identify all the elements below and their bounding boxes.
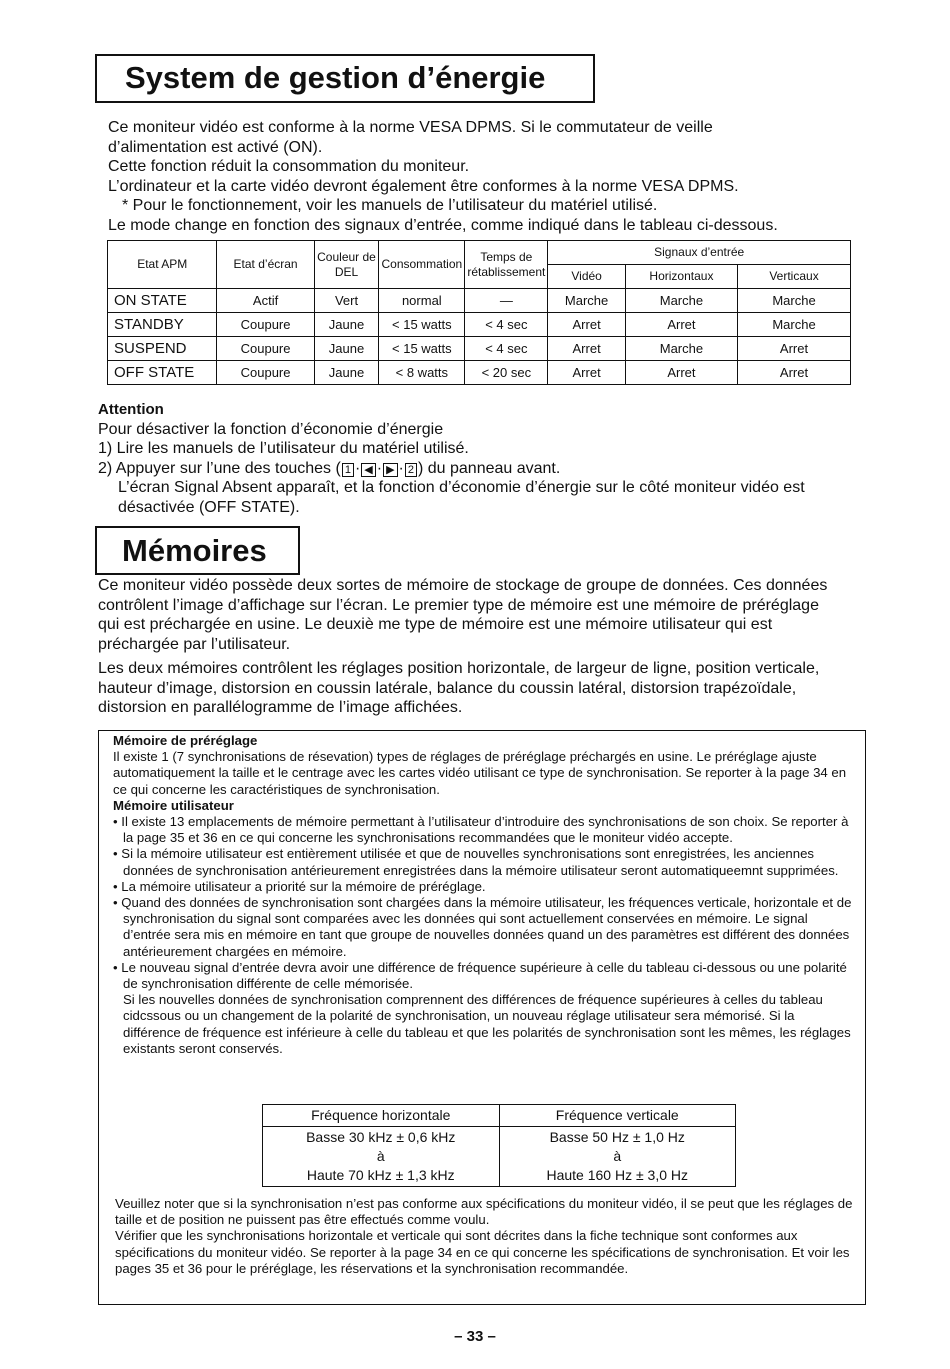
note: Veuillez noter que si la synchronisation n’est pas conforme aux spécifications du moniteur vidéo, il se peut que les réglages de taille et de position ne puissent pas être effectués comme voulu. (115, 1196, 853, 1228)
key-left-icon: ◀ (361, 463, 375, 477)
cell: Coupure (217, 313, 314, 337)
cell: < 8 watts (379, 361, 465, 385)
cell: Coupure (217, 361, 314, 385)
freq-v-range (499, 1127, 736, 1187)
cell: normal (379, 289, 465, 313)
intro-line: L’ordinateur et la carte vidéo devront également être conformes à la norme VESA DPMS. (108, 177, 739, 195)
header-temps (465, 241, 548, 289)
list-item: • Le nouveau signal d’entrée devra avoir une différence de fréquence supérieure à celle du tableau ci-dessous ou une polarité de synchronisation différente de celle mémorisée. (113, 959, 847, 992)
header-temps-line1: Temps de (480, 249, 533, 264)
freq-a: à (376, 1148, 385, 1164)
key-1-icon: 1 (342, 463, 354, 477)
cell: < 15 watts (379, 313, 465, 337)
cell: — (465, 289, 548, 313)
section-title-energy: System de gestion d’énergie (95, 54, 595, 103)
cell: Arret (738, 361, 851, 385)
cell: Marche (548, 289, 625, 313)
header-video: Vidéo (548, 265, 625, 289)
intro-line: d’alimentation est activé (ON). (108, 138, 323, 156)
user-heading: Mémoire utilisateur (113, 797, 234, 813)
cell: < 4 sec (465, 337, 548, 361)
page-number: – 33 – (454, 1328, 496, 1345)
cell-state: ON STATE (108, 289, 217, 313)
cell: Marche (625, 337, 737, 361)
memoires-intro (98, 576, 828, 723)
apm-table (107, 240, 851, 385)
cell: Jaune (314, 361, 379, 385)
cell: Coupure (217, 337, 314, 361)
freq-v-high: Haute 160 Hz ± 3,0 Hz (546, 1167, 689, 1183)
attention-line: Pour désactiver la fonction d’économie d’énergie (98, 420, 444, 438)
attention-line: L’écran Signal Absent apparaît, et la fonction d’économie d’énergie sur le côté moniteur vidéo est désactivée (OFF STATE). (118, 479, 805, 516)
freq-h-header: Fréquence horizontale (263, 1105, 500, 1127)
cell: Arret (548, 337, 625, 361)
header-horizontaux: Horizontaux (625, 265, 737, 289)
header-etat-ecran: Etat d’écran (217, 241, 314, 289)
table-row (108, 361, 851, 385)
cell: Arret (738, 337, 851, 361)
cell-state: SUSPEND (108, 337, 217, 361)
header-consommation: Consommation (379, 241, 465, 289)
header-couleur-del-line2: DEL (334, 264, 359, 279)
key-2-icon: 2 (405, 463, 417, 477)
attention-heading: Attention (98, 401, 164, 418)
cell: Actif (217, 289, 314, 313)
cell: < 20 sec (465, 361, 548, 385)
attention-line-text: ) du panneau avant. (417, 459, 561, 477)
section-title-memoires: Mémoires (95, 526, 300, 575)
table-row (108, 289, 851, 313)
cell: Vert (314, 289, 379, 313)
cell: Marche (625, 289, 737, 313)
cell: Arret (548, 361, 625, 385)
bullet-continuation: Si les nouvelles données de synchronisation comprennent des différences de fréquence supérieures à celles du tableau cidcssous ou un changement de la polarité de synchronisation, un nouveau réglage utilisateur sera mémorisé. Si la différence de fréquence est inférieure à celle du tableau et que les polarités de synchronisation sont les mêmes, les réglages existants seront conservés. (123, 992, 851, 1056)
energy-intro (108, 118, 868, 216)
table-row (108, 337, 851, 361)
list-item: • Il existe 13 emplacements de mémoire permettant à l’utilisateur d’introduire des synchronisations de son choix. Se reporter à la page 35 et 36 en ce qui concerne les synchronisations recommandées que le moniteur vidéo accepte. (113, 814, 849, 846)
note: Vérifier que les synchronisations horizontale et verticale qui sont décrites dans la fiche technique sont conformes aux spécifications du moniteur vidéo. Se reporter à la page 34 en ce qui concerne les spécifications de synchronisation. Et voir les pages 35 et 36 pour le préréglage, les réservations et la synchronisation recommandée. (115, 1228, 850, 1276)
preset-text: Il existe 1 (7 synchronisations de résevation) types de réglages de préréglage préchargés en usine. Le préréglage ajuste automatiquement la taille et le centrage avec les cartes vidéo utilisant ce type de synchronisation. Se reporter à la page 34 en ce qui concerne les caractéristiques de synchronisation. (113, 749, 847, 797)
cell: Jaune (314, 313, 379, 337)
list-item: • La mémoire utilisateur a priorité sur la mémoire de préréglage. (113, 878, 486, 894)
intro-line: Cette fonction réduit la consommation du moniteur. (108, 158, 470, 175)
header-verticaux: Verticaux (738, 265, 851, 289)
preset-heading: Mémoire de préréglage (113, 733, 258, 748)
freq-v-low: Basse 50 Hz ± 1,0 Hz (549, 1129, 685, 1145)
cell: Marche (738, 289, 851, 313)
header-etat-apm: Etat APM (108, 241, 217, 289)
freq-a: à (613, 1148, 622, 1164)
list-item: • Si la mémoire utilisateur est entièrement utilisée et que de nouvelles synchronisations sont enregistrées, les anciennes données de synchronisation antérieurement enregistrées dans la mémoire utilisateur seront automatiqueemnt supprimées. (113, 846, 839, 878)
mode-line: Le mode change en fonction des signaux d’entrée, comme indiqué dans le tableau ci-dessous. (108, 217, 778, 234)
freq-h-range (263, 1127, 500, 1187)
header-couleur-del (314, 241, 379, 289)
attention-line-text: 2) Appuyer sur l’une des touches ( (98, 459, 341, 477)
header-temps-line2: rétablissement (467, 264, 546, 279)
cell: < 15 watts (379, 337, 465, 361)
intro-note: * Pour le fonctionnement, voir les manuels de l’utilisateur du matériel utilisé. (122, 197, 658, 214)
frequency-table (262, 1104, 736, 1187)
cell: Marche (738, 313, 851, 337)
table-row (108, 313, 851, 337)
intro-line: Ce moniteur vidéo est conforme à la norme VESA DPMS. Si le commutateur de veille (108, 119, 713, 136)
cell-state: STANDBY (108, 313, 217, 337)
header-signaux: Signaux d’entrée (548, 241, 851, 265)
freq-v-header: Fréquence verticale (499, 1105, 736, 1127)
cell-state: OFF STATE (108, 361, 217, 385)
cell: Arret (625, 361, 737, 385)
freq-h-high: Haute 70 kHz ± 1,3 kHz (306, 1167, 455, 1183)
list-item: • Quand des données de synchronisation sont chargées dans la mémoire utilisateur, les fréquences verticale, horizontale et de synchronisation du signal sont comparées avec les données qui sont actuellement conservées en mémoire. Le signal d’entrée sera mis en mémoire en tant que groupe de nouvelles données quand un des paramètres est différent des données antérieurement chargées en mémoire. (113, 895, 852, 959)
header-couleur-del-line1: Couleur de (317, 249, 376, 264)
cell: Jaune (314, 337, 379, 361)
memory-details-text (113, 733, 855, 1057)
cell: Arret (548, 313, 625, 337)
cell: Arret (625, 313, 737, 337)
freq-h-low: Basse 30 kHz ± 0,6 kHz (306, 1129, 456, 1145)
box-notes (115, 1196, 855, 1277)
attention-block (98, 400, 868, 517)
attention-line: 1) Lire les manuels de l’utilisateur du matériel utilisé. (98, 440, 469, 457)
cell: < 4 sec (465, 313, 548, 337)
attention-line: 2) Appuyer sur l’une des touches ( 1 · ◀ · ▶ · 2 ) du panneau avant. (98, 459, 561, 477)
memoires-para: Les deux mémoires contrôlent les réglages position horizontale, de largeur de ligne, position verticale, hauteur d’image, distorsion en coussin latérale, balance du coussin latéral, distorsion trapézoïdale, distorsion en parallélogramme de l’image affichées. (98, 660, 820, 716)
key-right-icon: ▶ (383, 463, 397, 477)
memoires-para: Ce moniteur vidéo possède deux sortes de mémoire de stockage de groupe de données. Ces données contrôlent l’image d’affichage sur l’écran. Le premier type de mémoire est une mémoire de préréglage qui est préchargée en usine. Le deuxiè me type de mémoire est une mémoire utilisateur qui est préchargée par l’utilisateur. (98, 577, 828, 653)
